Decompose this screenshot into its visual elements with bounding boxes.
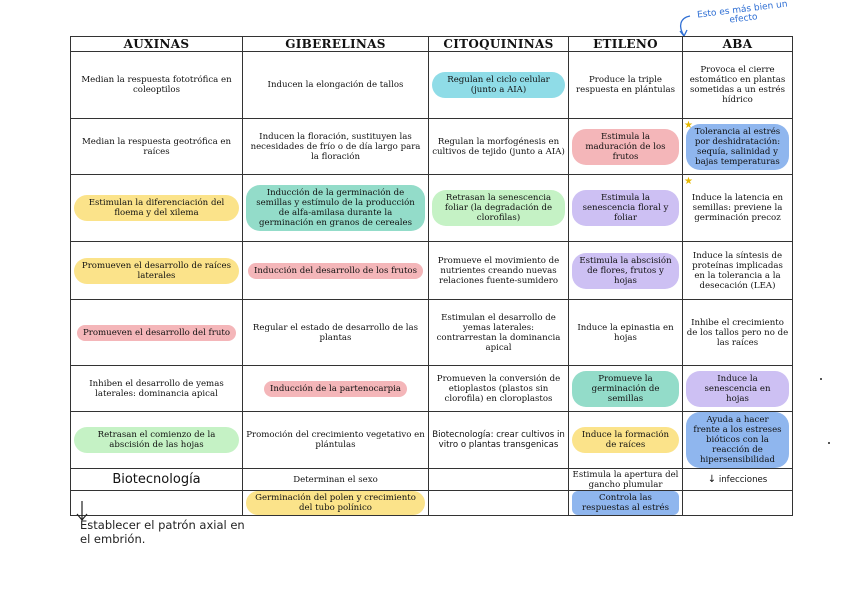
note-patron-axial: Establecer el patrón axial en el embrión. bbox=[80, 518, 245, 546]
table-header-row bbox=[71, 37, 793, 52]
header-etileno: ETILENO bbox=[569, 37, 683, 52]
cell-giberelinas: Inducción de la germinación de semillas y estímulo de la producción de alfa-amilasa durante la germinación en granos de cereales bbox=[243, 175, 429, 242]
cell-auxinas: Median la respuesta fototrófica en coleoptilos bbox=[71, 52, 243, 119]
note-arrow-icon bbox=[674, 14, 694, 38]
header-citoquininas: CITOQUININAS bbox=[429, 37, 569, 52]
table-row bbox=[71, 366, 793, 412]
cell-etileno: Estimula la abscisión de flores, frutos y hojas bbox=[569, 242, 683, 300]
cell-auxinas: Retrasan el comienzo de la abscisión de las hojas bbox=[71, 412, 243, 469]
cell-etileno: Produce la triple respuesta en plántulas bbox=[569, 52, 683, 119]
table-row bbox=[71, 469, 793, 491]
header-giberelinas: GIBERELINAS bbox=[243, 37, 429, 52]
cell-auxinas: Promueven el desarrollo del fruto bbox=[71, 300, 243, 366]
cell-auxinas: Inhiben el desarrollo de yemas laterales: dominancia apical bbox=[71, 366, 243, 412]
cell-etileno: Promueve la germinación de semillas bbox=[569, 366, 683, 412]
stray-dot bbox=[828, 442, 830, 444]
table-row bbox=[71, 242, 793, 300]
cell-auxinas: Promueven el desarrollo de raíces laterales bbox=[71, 242, 243, 300]
cell-etileno: Controla las respuestas al estrés bbox=[569, 491, 683, 516]
cell-auxinas: Estimulan la diferenciación del floema y del xilema bbox=[71, 175, 243, 242]
table-row bbox=[71, 175, 793, 242]
cell-etileno: Estimula la maduración de los frutos bbox=[569, 119, 683, 175]
cell-citoquininas bbox=[429, 469, 569, 491]
cell-aba: Induce la síntesis de proteínas implicadas en la tolerancia a la desecación (LEA) bbox=[683, 242, 793, 300]
cell-citoquininas: Regulan el ciclo celular (junto a AIA) bbox=[429, 52, 569, 119]
table-row bbox=[71, 52, 793, 119]
header-auxinas: AUXINAS bbox=[71, 37, 243, 52]
table-row bbox=[71, 300, 793, 366]
cell-etileno: Induce la formación de raíces bbox=[569, 412, 683, 469]
cell-citoquininas: Retrasan la senescencia foliar (la degradación de clorofilas) bbox=[429, 175, 569, 242]
star-icon: ★ bbox=[684, 176, 693, 187]
cell-citoquininas: Promueven la conversión de etioplastos (plastos sin clorofila) en cloroplastos bbox=[429, 366, 569, 412]
cell-etileno: Induce la epinastia en hojas bbox=[569, 300, 683, 366]
cell-giberelinas: Inducen la elongación de tallos bbox=[243, 52, 429, 119]
cell-giberelinas: Determinan el sexo bbox=[243, 469, 429, 491]
cell-auxinas bbox=[71, 491, 243, 516]
note-efecto: Esto es más bien un efecto bbox=[696, 0, 789, 26]
cell-citoquininas: Estimulan el desarrollo de yemas laterales: contrarrestan la dominancia apical bbox=[429, 300, 569, 366]
cell-giberelinas: Inducen la floración, sustituyen las necesidades de frío o de día largo para la floración bbox=[243, 119, 429, 175]
cell-aba bbox=[683, 491, 793, 516]
cell-giberelinas: Regular el estado de desarrollo de las plantas bbox=[243, 300, 429, 366]
cell-giberelinas: Inducción del desarrollo de los frutos bbox=[243, 242, 429, 300]
header-aba: ABA bbox=[683, 37, 793, 52]
cell-citoquininas bbox=[429, 491, 569, 516]
cell-aba-infecciones: ↓ infecciones bbox=[683, 469, 793, 491]
table-row bbox=[71, 119, 793, 175]
cell-etileno: Estimula la apertura del gancho plumular bbox=[569, 469, 683, 491]
cell-aba: Provoca el cierre estomático en plantas sometidas a un estrés hídrico bbox=[683, 52, 793, 119]
cell-aba: Inhibe el crecimiento de los tallos pero no de las raíces bbox=[683, 300, 793, 366]
arrow-down-icon: ↓ bbox=[707, 473, 717, 485]
cell-auxinas: Median la respuesta geotrófica en raíces bbox=[71, 119, 243, 175]
cell-giberelinas: Inducción de la partenocarpia bbox=[243, 366, 429, 412]
stray-dot bbox=[820, 378, 822, 380]
cell-giberelinas: Germinación del polen y crecimiento del tubo polínico bbox=[243, 491, 429, 516]
cell-auxinas-biotecnologia: Biotecnología bbox=[71, 469, 243, 491]
table-row bbox=[71, 491, 793, 516]
cell-aba: ★ Induce la latencia en semillas: previene la germinación precoz bbox=[683, 175, 793, 242]
cell-giberelinas: Promoción del crecimiento vegetativo en plántulas bbox=[243, 412, 429, 469]
cell-aba: Ayuda a hacer frente a los estreses bióticos con la reacción de hipersensibilidad bbox=[683, 412, 793, 469]
cell-citoquininas: Promueve el movimiento de nutrientes creando nuevas relaciones fuente-sumidero bbox=[429, 242, 569, 300]
cell-aba: ★ Tolerancia al estrés por deshidratación: sequía, salinidad y bajas temperaturas bbox=[683, 119, 793, 175]
cell-etileno: Estimula la senescencia floral y foliar bbox=[569, 175, 683, 242]
cell-aba: Induce la senescencia en hojas bbox=[683, 366, 793, 412]
star-icon: ★ bbox=[684, 120, 693, 131]
cell-citoquininas: Regulan la morfogénesis en cultivos de tejido (junto a AIA) bbox=[429, 119, 569, 175]
cell-citoquininas-biotecnologia: Biotecnología: crear cultivos in vitro o plantas transgenicas bbox=[429, 412, 569, 469]
hormones-table bbox=[70, 36, 793, 516]
table-row bbox=[71, 412, 793, 469]
